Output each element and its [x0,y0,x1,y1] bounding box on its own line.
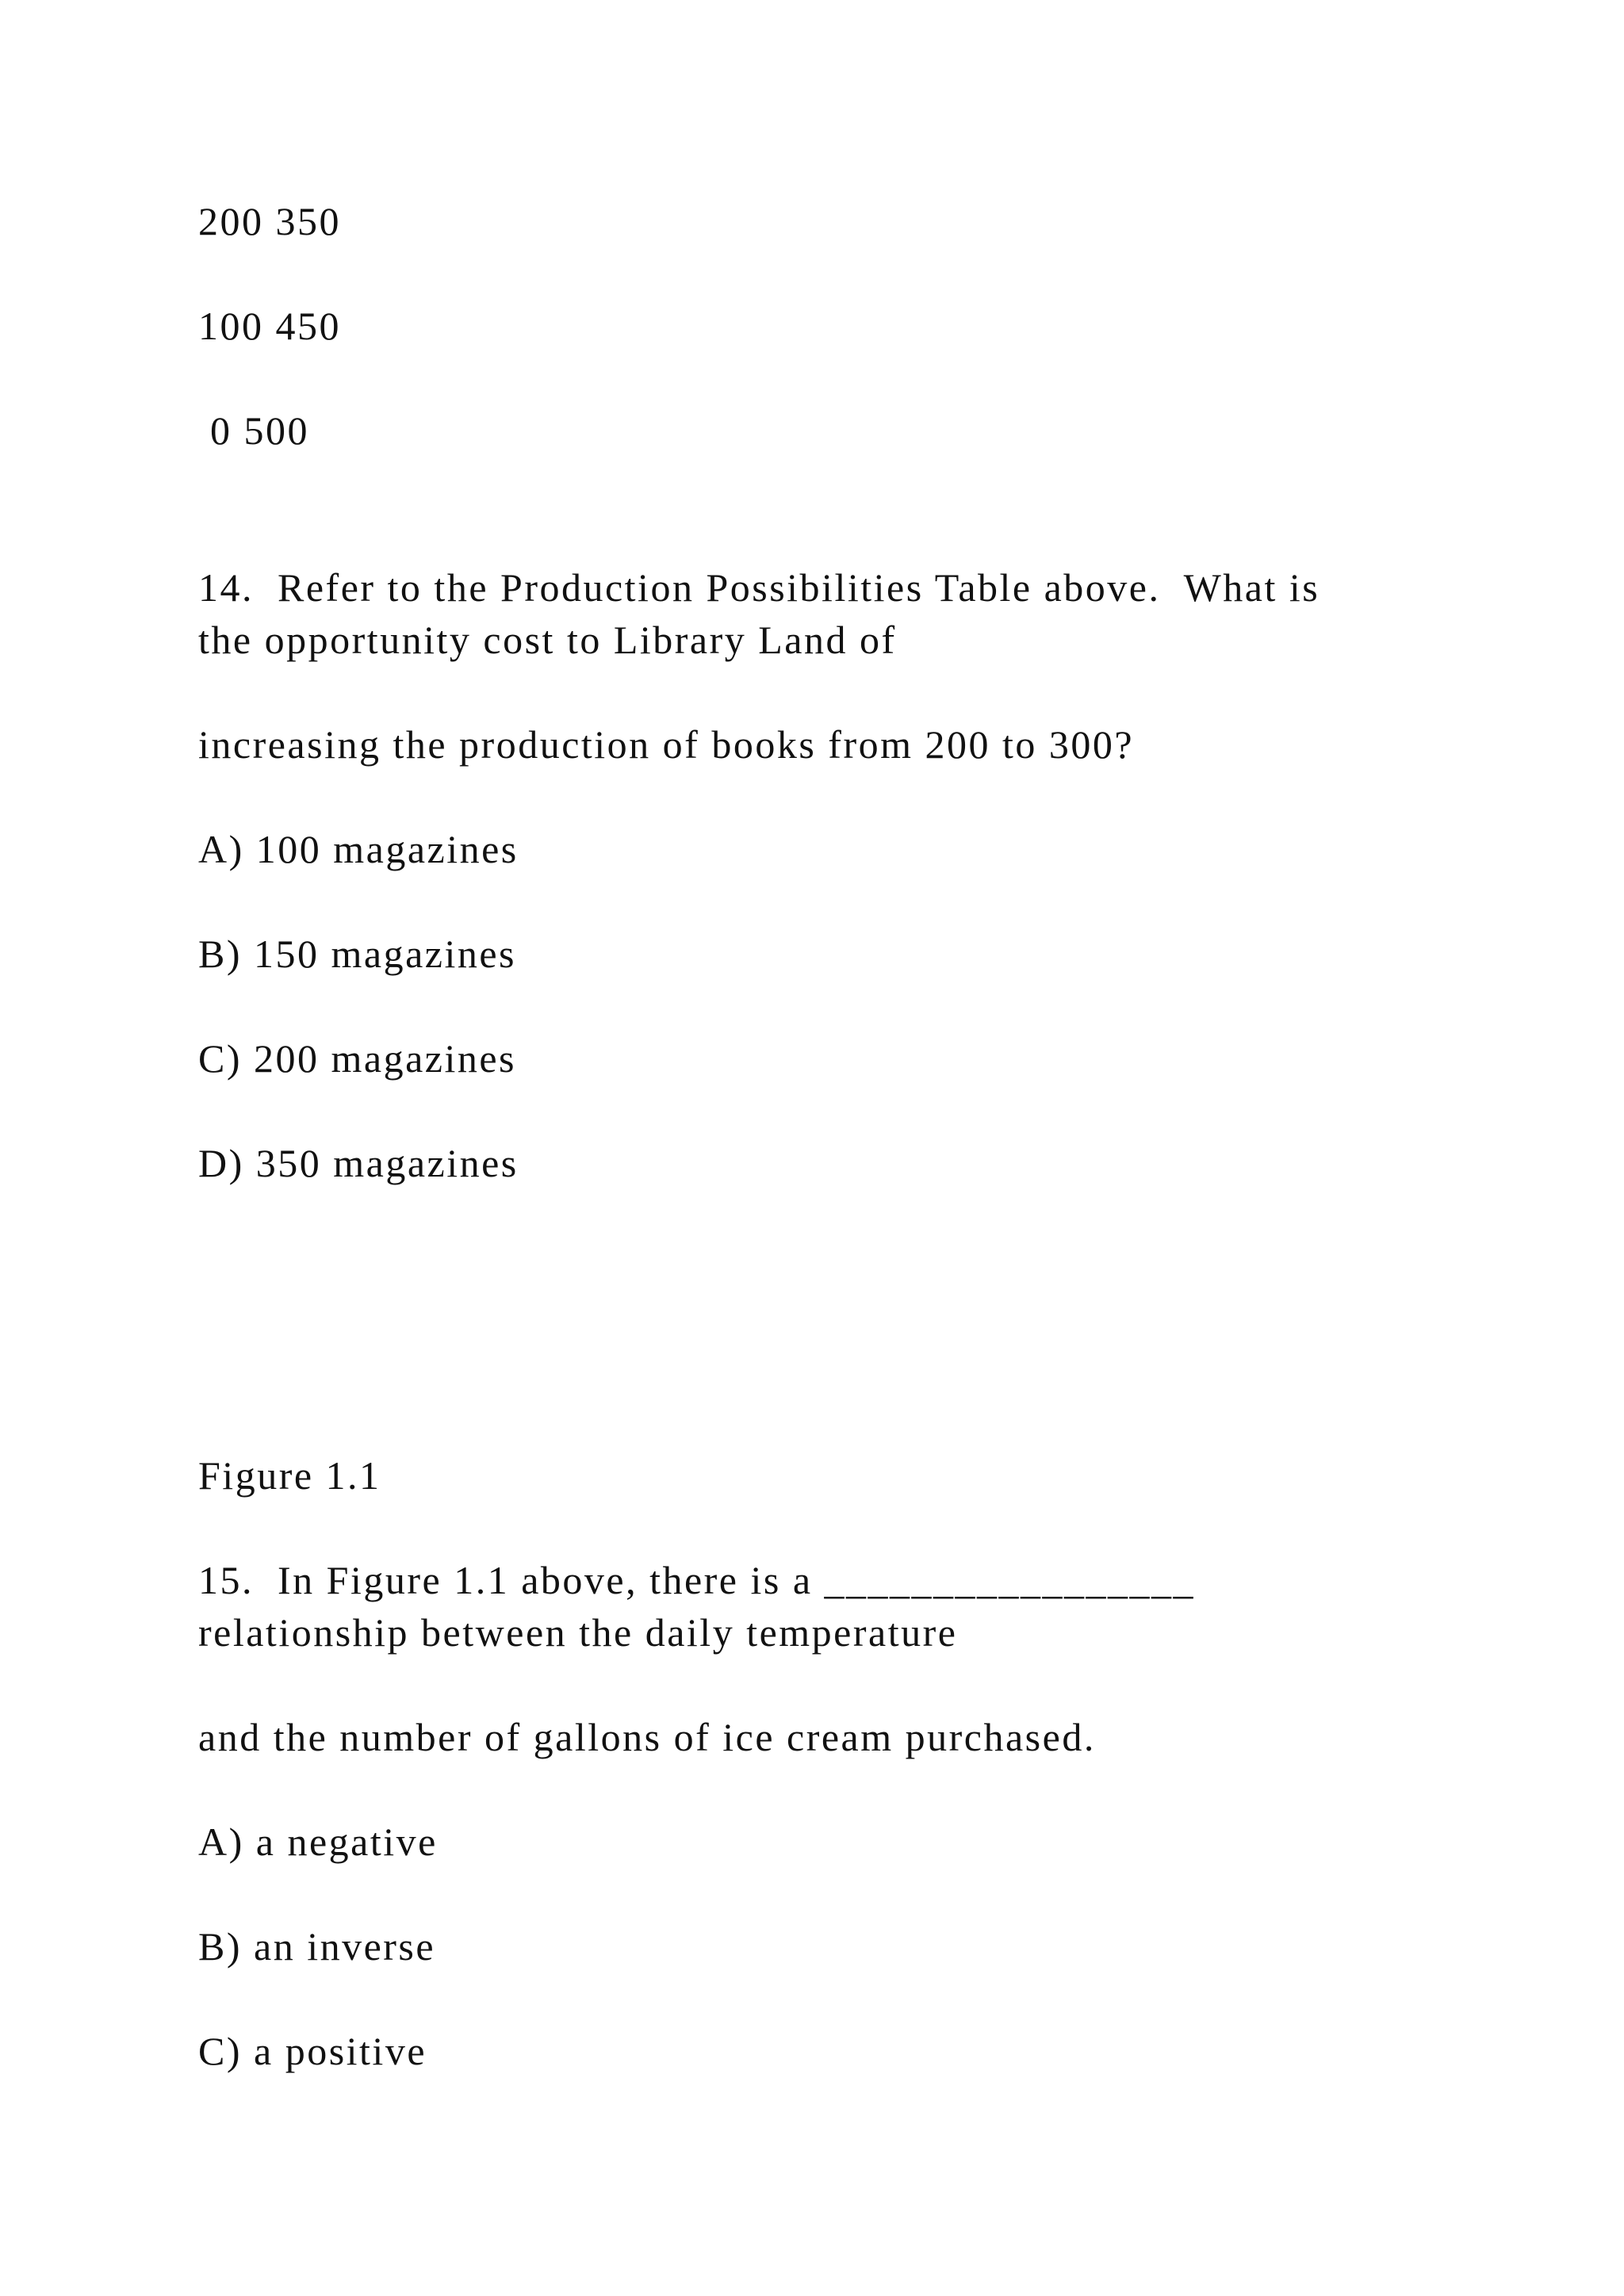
answer-option: A) 100 magazines [198,827,519,871]
answer-option: D) 350 magazines [198,1141,519,1185]
question-14-text: 14. Refer to the Production Possibilities Table above. What is [198,565,1320,610]
table-row: 200 350 [198,199,341,243]
figure-label: Figure 1.1 [198,1453,381,1498]
answer-option: C) 200 magazines [198,1036,517,1081]
table-row: 100 450 [198,304,341,348]
answer-option: C) a positive [198,2029,427,2073]
question-15-text: 15. In Figure 1.1 above, there is a _________________ [198,1558,1196,1602]
answer-option: B) an inverse [198,1924,436,1969]
question-14-text: increasing the production of books from 200 to 300? [198,722,1135,767]
question-15-text: and the number of gallons of ice cream purchased. [198,1715,1096,1759]
question-14-text: the opportunity cost to Library Land of [198,618,897,662]
table-row: 0 500 [198,408,309,453]
answer-option: B) 150 magazines [198,932,517,976]
answer-option: A) a negative [198,1820,438,1864]
question-15-text: relationship between the daily temperature [198,1610,958,1655]
